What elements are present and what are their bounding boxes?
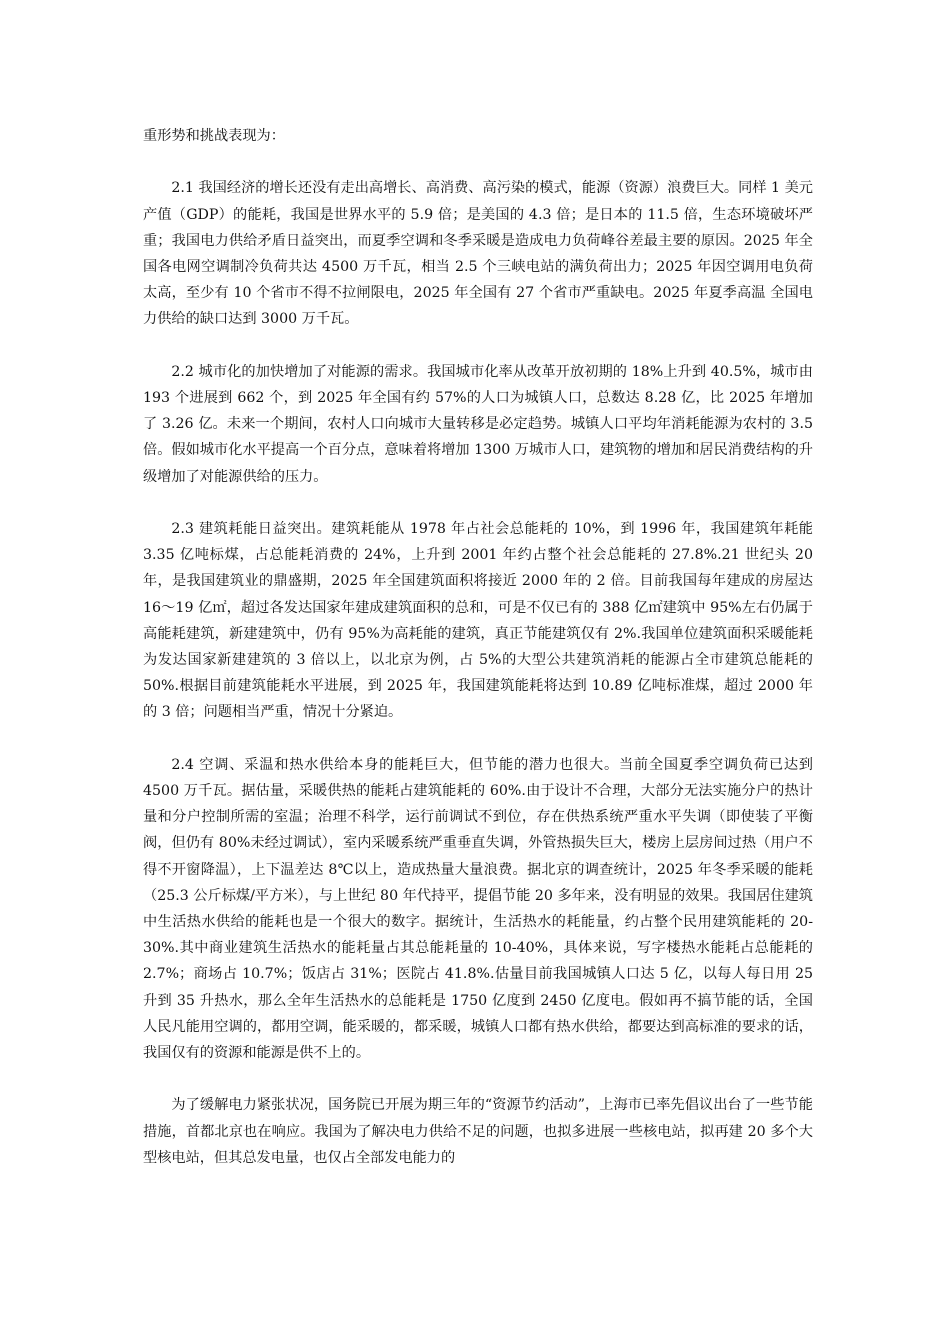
paragraph-2-2: 2.2 城市化的加快增加了对能源的需求。我国城市化率从改革开放初期的 18%上升到 40.5%，城市由 193 个进展到 662 个，到 2025 年全国有约 57%的人口为城镇人口，总数达 8.28 亿，比 2025 年增加了 3.26 亿。未来一个期间，农村人口向城市大量转移是必定趋势。城镇人口平均年消耗能源为农村的 3.5 倍。假如城市化水平提高一个百分点，意味着将增加 1300 万城市人口，建筑物的增加和居民消费结构的升级增加了对能源供给的压力。 — [143, 363, 813, 485]
document-body — [143, 123, 813, 1171]
paragraph-intro: 重形势和挑战表现为： — [143, 128, 285, 144]
paragraph-conclusion: 为了缓解电力紧张状况，国务院已开展为期三年的“资源节约活动”，上海市已率先倡议出台了一些节能措施，首都北京也在响应。我国为了解决电力供给不足的问题，也拟多进展一些核电站，拟再建 20 多个大型核电站，但其总发电量，也仅占全部发电能力的 — [143, 1097, 813, 1166]
paragraph-2-1: 2.1 我国经济的增长还没有走出高增长、高消费、高污染的模式，能源（资源）浪费巨大。同样 1 美元产值（GDP）的能耗，我国是世界水平的 5.9 倍；是美国的 4.3 倍；是日本的 11.5 倍，生态环境破坏严重；我国电力供给矛盾日益突出，而夏季空调和冬季采暖是造成电力负荷峰谷差最主要的原因。2025 年全国各电网空调制冷负荷共达 4500 万千瓦，相当 2.5 个三峡电站的满负荷出力；2025 年因空调用电负荷太高，至少有 10 个省市不得不拉闸限电，2025 年全国有 27 个省市严重缺电。2025 年夏季高温 全国电力供给的缺口达到 3000 万千瓦。 — [143, 180, 813, 328]
paragraph-2-4: 2.4 空调、采温和热水供给本身的能耗巨大，但节能的潜力也很大。当前全国夏季空调负荷已达到 4500 万千瓦。据估量，采暖供热的能耗占建筑能耗的 60%.由于设计不合理，大部分无法实施分户的热计量和分户控制所需的室温；治理不科学，运行前调试不到位，存在供热系统严重水平失调（即使装了平衡阀，但仍有 80%未经过调试），室内采暖系统严重垂直失调，外管热损失巨大，楼房上层房间过热（用户不得不开窗降温），上下温差达 8℃以上，造成热量大量浪费。据北京的调查统计，2025 年冬季采暖的能耗（25.3 公斤标煤/平方米），与上世纪 80 年代持平，提倡节能 20 多年来，没有明显的效果。我国居住建筑中生活热水供给的能耗也是一个很大的数字。据统计，生活热水的耗能量，约占整个民用建筑能耗的 20-30%.其中商业建筑生活热水的能耗量占其总能耗量的 10-40%，具体来说，写字楼热水能耗占总能耗的 2.7%；商场占 10.7%；饭店占 31%；医院占 41.8%.估量目前我国城镇人口达 5 亿，以每人每日用 25 升到 35 升热水，那么全年生活热水的总能耗是 1750 亿度到 2450 亿度电。假如再不搞节能的话，全国人民凡能用空调的，都用空调，能采暖的，都采暖，城镇人口都有热水供给，都要达到高标准的要求的话，我国仅有的资源和能源是供不上的。 — [143, 756, 813, 1062]
paragraph-2-3: 2.3 建筑耗能日益突出。建筑耗能从 1978 年占社会总能耗的 10%，到 1996 年，我国建筑年耗能 3.35 亿吨标煤，占总能耗消费的 24%，上升到 2001 年约占整个社会总能耗的 27.8%.21 世纪头 20 年，是我国建筑业的鼎盛期，2025 年全国建筑面积将接近 2000 年的 2 倍。目前我国每年建成的房屋达 16～19 亿㎡，超过各发达国家年建成建筑面积的总和，可是不仅已有的 388 亿㎡建筑中 95%左右仍属于高能耗建筑，新建建筑中，仍有 95%为高耗能的建筑，真正节能建筑仅有 2%.我国单位建筑面积采暖能耗为发达国家新建建筑的 3 倍以上，以北京为例，占 5%的大型公共建筑消耗的能源占全市建筑总能耗的 50%.根据目前建筑能耗水平进展，到 2025 年，我国建筑能耗将达到 10.89 亿吨标准煤，超过 2000 年的 3 倍；问题相当严重，情况十分紧迫。 — [143, 521, 813, 721]
